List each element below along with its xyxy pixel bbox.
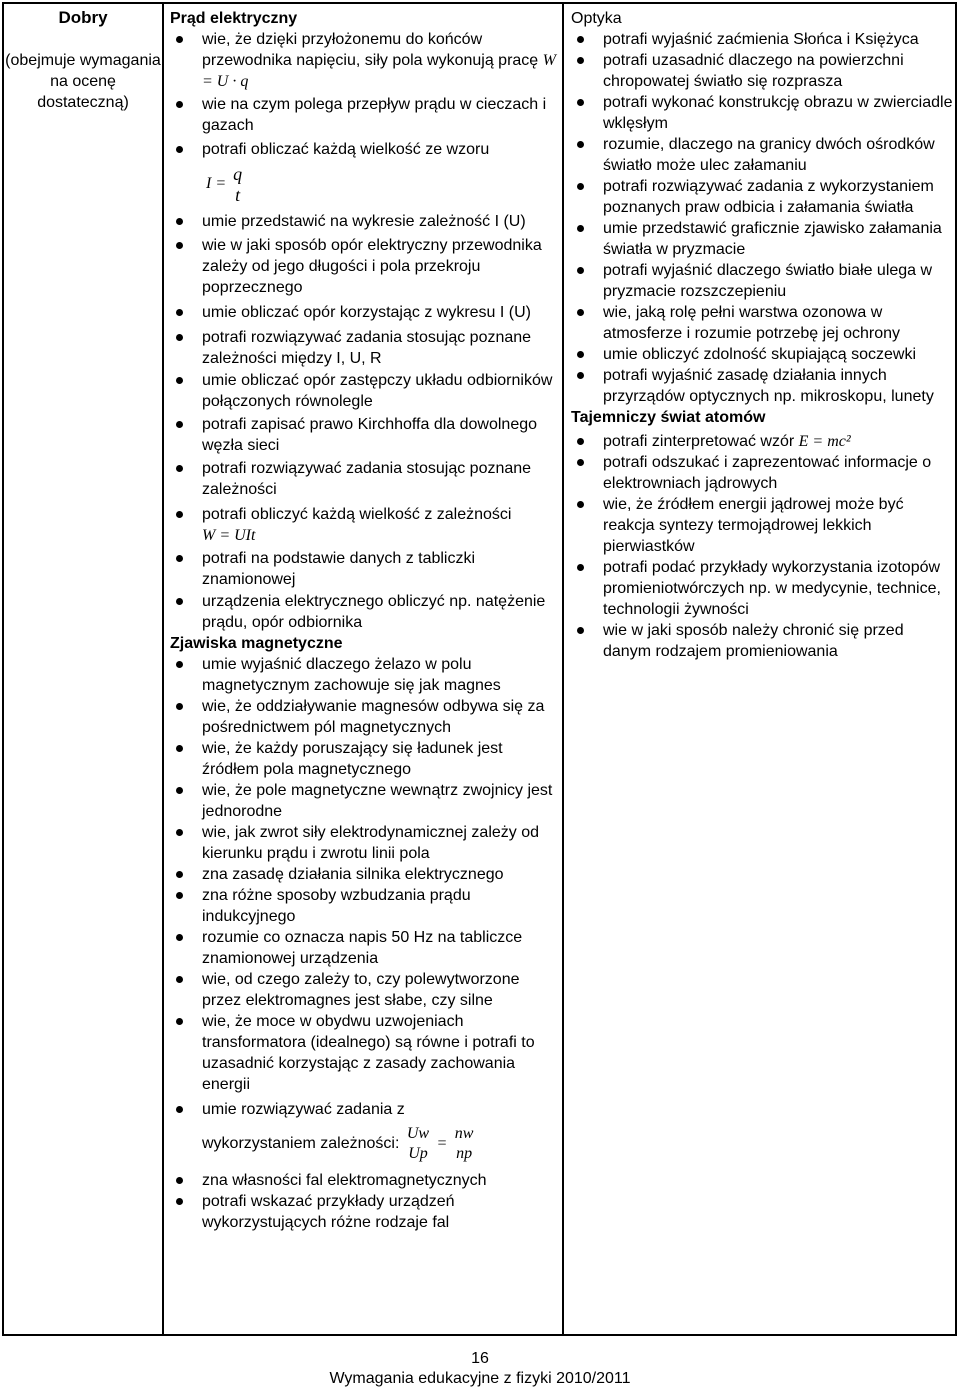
list-item: potrafi wyjaśnić dlaczego światło białe ulega w pryzmacie rozszczepieniu [571,260,955,302]
magnetism-list [170,654,558,1120]
list-item: potrafi podać przykłady wykorzystania izotopów promieniotwórczych np. w medycynie, technice, technologii żywności [571,557,955,620]
list-item: potrafi uzasadnić dlaczego na powierzchni chropowatej światło się rozprasza [571,50,955,92]
atoms-list [571,431,955,662]
formula-turns-ratio: nw np [454,1125,474,1162]
list-item: wie w jaki sposób należy chronić się przed danym rodzajem promieniowania [571,620,955,662]
formula-current: I = $\frac{q}{t}$ [206,164,243,205]
electric-current-list [170,29,558,160]
requirements-table [2,2,957,1336]
list-item: umie obliczać opór zastępczy układu odbiorników połączonych równolegle [170,370,558,412]
list-item: wie, że źródłem energii jądrowej może być reakcja syntezy termojądrowej lekkich pierwiastków [571,494,955,557]
grade-note: (obejmuje wymagania na ocenę dostateczną) [5,52,161,111]
list-item: potrafi obliczyć każdą wielkość z zależności W = UIt [170,504,558,546]
optics-list [571,29,955,407]
list-item: wie, że oddziaływanie magnesów odbywa się za pośrednictwem pól magnetycznych [170,696,558,738]
list-item: umie rozwiązywać zadania z [170,1099,558,1120]
list-item: potrafi rozwiązywać zadania stosując poznane zależności między I, U, R [170,327,558,369]
section-title-atoms: Tajemniczy świat atomów [571,409,766,426]
grade-title: Dobry [58,8,108,27]
footer: Wymagania edukacyjne z fizyki 2010/2011 [329,1370,631,1387]
list-item: wie, od czego zależy to, czy polewytworzone przez elektromagnes jest słabe, czy silne [170,969,558,1011]
list-item: potrafi odszukać i zaprezentować informacje o elektrowniach jądrowych [571,452,955,494]
list-item: potrafi wskazać przykłady urządzeń wykorzystujących różne rodzaje fal [170,1191,558,1233]
list-item: umie wyjaśnić dlaczego żelazo w polu magnetycznym zachowuje się jak magnes [170,654,558,696]
formula-voltage-ratio: Uw Up [406,1125,430,1162]
list-item: potrafi obliczać każdą wielkość ze wzoru [170,139,558,160]
formula-wuit: W = UIt [202,527,256,544]
optics-atoms-column [564,4,959,1334]
list-item: umie przedstawić graficznie zjawisko załamania światła w pryzmacie [571,218,955,260]
section-title-magnetism: Zjawiska magnetyczne [170,635,343,652]
list-item: umie przedstawić na wykresie zależność I (U) [170,211,558,232]
list-item: wie na czym polega przepływ prądu w cieczach i gazach [170,94,558,136]
grade-column [4,4,164,1334]
formula-work: W = U · q [202,52,556,90]
list-item: wie, że pole magnetyczne wewnątrz zwojnicy jest jednorodne [170,780,558,822]
list-item: zna różne sposoby wzbudzania prądu indukcyjnego [170,885,558,927]
list-item: wie, że każdy poruszający się ładunek jest źródłem pola magnetycznego [170,738,558,780]
list-item: wie w jaki sposób opór elektryczny przewodnika zależy od jego długości i pola przekroju poprzecznego [170,235,558,298]
list-item: potrafi wyjaśnić zaćmienia Słońca i Księżyca [571,29,955,50]
list-item: potrafi wykonać konstrukcję obrazu w zwierciadle wklęsłym [571,92,955,134]
list-item: zna własności fal elektromagnetycznych [170,1170,558,1191]
formula-emc: E = mc² [798,433,851,450]
list-item: wie, jak zwrot siły elektrodynamicznej zależy od kierunku prądu i zwrotu linii pola [170,822,558,864]
list-item: rozumie co oznacza napis 50 Hz na tabliczce znamionowej urządzenia [170,927,558,969]
list-item: umie obliczyć zdolność skupiającą soczewki [571,344,955,365]
list-item: wie, jaką rolę pełni warstwa ozonowa w atmosferze i rozumie potrzebę jej ochrony [571,302,955,344]
transformer-formula-row: wykorzystaniem zależności: Uw Up = nw np [202,1125,474,1162]
list-item: urządzenia elektrycznego obliczyć np. natężenie prądu, opór odbiornika [170,591,558,633]
list-item: wie, że dzięki przyłożonemu do końców przewodnika napięciu, siły pola wykonują pracę W = U · q [170,29,558,92]
section-title-electric-current: Prąd elektryczny [170,10,298,27]
list-item: wie, że moce w obydwu uzwojeniach transformatora (idealnego) są równe i potrafi to uzasadnić korzystając z zasady zachowania energii [170,1011,558,1095]
list-item: potrafi zapisać prawo Kirchhoffa dla dowolnego węzła sieci [170,414,558,456]
page-number: 16 [471,1350,489,1367]
list-item: zna zasadę działania silnika elektrycznego [170,864,558,885]
list-item: potrafi rozwiązywać zadania z wykorzystaniem poznanych praw odbicia i załamania światła [571,176,955,218]
section-title-optics: Optyka [571,10,622,27]
list-item: rozumie, dlaczego na granicy dwóch ośrodków światło może ulec załamaniu [571,134,955,176]
list-item: umie obliczać opór korzystając z wykresu I (U) [170,302,558,323]
electricity-magnetism-column [164,4,564,1334]
list-item: potrafi rozwiązywać zadania stosując poznane zależności [170,458,558,500]
list-item: potrafi wyjaśnić zasadę działania innych przyrządów optycznych np. mikroskopu, lunety [571,365,955,407]
list-item: potrafi na podstawie danych z tabliczki znamionowej [170,548,558,590]
list-item: potrafi zinterpretować wzór E = mc² [571,431,955,452]
